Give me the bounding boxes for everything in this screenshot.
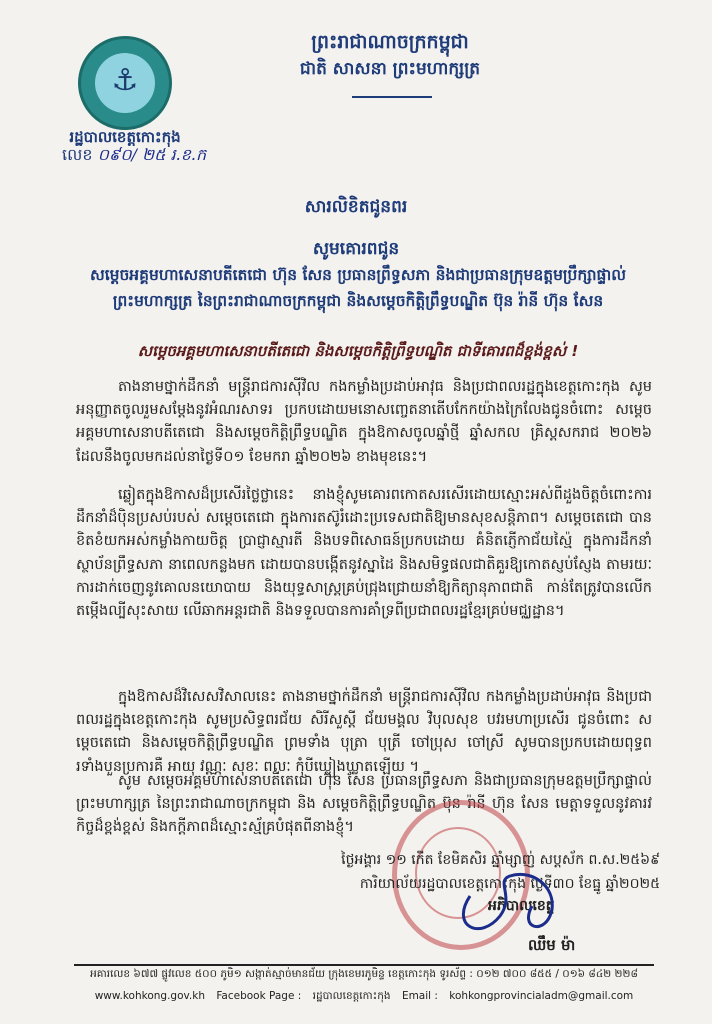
email-value[interactable]: kohkongprovincialadm@gmail.com [449, 990, 634, 1002]
reference-value: ០៩០/ ២៥ រ.ខ.ក [97, 145, 207, 164]
website-link[interactable]: www.kohkong.gov.kh [94, 990, 205, 1002]
reference-label: លេខ [62, 145, 93, 164]
footer-contacts [72, 990, 656, 1005]
letter-title: សារលិខិតជូនពរ [304, 197, 408, 217]
logo-emblem [95, 53, 155, 113]
office-name: រដ្ឋបាលខេត្តកោះកុង [69, 128, 181, 146]
signatory-name: ឈឹម ម៉ា [528, 936, 576, 954]
footer-divider [74, 964, 654, 966]
signatory-title: អភិបាលខេត្ត [488, 898, 555, 914]
body-paragraph-4: សូម សម្តេចអគ្គមហាសេនាបតីតេជោ ហ៊ុន សែន ប្រធានព្រឹទ្ធសភា និងជាប្រធានក្រុមឧត្តមប្រឹក្សាផ្ទាល់ព្រះមហាក្សត្រ នៃព្រះរាជាណាចក្រកម្ពុជា និង សម្តេចកិត្តិព្រឹទ្ធបណ្ឌិត ប៊ុន រ៉ានី ហ៊ុន សែន មេត្តាទទួលនូវគារវកិច្ចដ៏ខ្ពង់ខ្ពស់ និងកក្តីភាពដ៏ស្មោះស្ម័គ្របំផុតពីនាងខ្ញុំ។ [76, 773, 652, 836]
body-paragraph-3: ក្នុងឱកាសដ៏វិសេសវិសាលនេះ តាងនាមថ្នាក់ដឹកនាំ មន្ត្រីរាជការស៊ីវិល កងកម្លាំងប្រដាប់អាវុធ និងប្រជាពលរដ្ឋក្នុងខេត្តកោះកុង សូមប្រសិទ្ធពរជ័យ សិរីសួស្តី ជ័យមង្គល វិបុលសុខ បវរមហាប្រសើរ ជូនចំពោះ សម្តេចតេជោ និងសម្តេចកិត្តិព្រឹទ្ធបណ្ឌិត ព្រមទាំង បុត្រា បុត្រី ចៅប្រុស ចៅស្រី សូមបានប្រកបដោយពុទ្ធពរទាំងបួនប្រការគឺ អាយុ វណ្ណៈ សុខៈ ពលៈ កុំបីឃ្លៀងឃ្លាតឡើយ ។ [76, 689, 652, 775]
lunar-date: ថ្ងៃអង្គារ ១១ កើត ខែមិគសិរ ឆ្នាំម្សាញ់ សប្តស័ក ព.ស.២៥៦៩ [341, 852, 660, 868]
salutation: សម្តេចអគ្គមហាសេនាបតីតេជោ និងសម្តេចកិត្តិព្រឹទ្ធបណ្ឌិត ជាទីគោរពដ៏ខ្ពង់ខ្ពស់ ! [137, 342, 579, 360]
anchor-icon: ⚓ [111, 63, 139, 98]
body-paragraph-1: តាងនាមថ្នាក់ដឹកនាំ មន្ត្រីរាជការស៊ីវិល កងកម្លាំងប្រដាប់អាវុធ និងប្រជាពលរដ្ឋក្នុងខេត្តកោះកុង សូមអនុញ្ញាតចូលរួមសម្តែងនូវអំណរសាទរ ប្រកបដោយមនោសញ្ចេតនាតើបកែកយ៉ាងក្រៃលែងជូនចំពោះ សម្តេចអគ្គមហាសេនាបតីតេជោ និងសម្តេចកិត្តិព្រឹទ្ធបណ្ឌិត ក្នុងឱកាសចូលឆ្នាំថ្មី ឆ្នាំសកល គ្រិស្តសករាជ ២០២៦ ដែលនឹងចូលមកដល់នាថ្ងៃទី០១ ខែមករា ឆ្នាំ២០២៦ ខាងមុខនេះ។ [76, 379, 652, 465]
facebook-value[interactable]: រដ្ឋបាលខេត្តកោះកុង [312, 990, 391, 1002]
addressee-intro: សូមគោរពជូន [312, 239, 400, 259]
kingdom-heading: ព្រះរាជាណាចក្រកម្ពុជា [311, 31, 469, 53]
motto-divider [352, 86, 432, 98]
provincial-logo [78, 36, 172, 130]
reference-number [62, 144, 206, 168]
addressee: សម្តេចអគ្គមហាសេនាបតីតេជោ ហ៊ុន សែន ប្រធានព្រឹទ្ធសភា និងជាប្រធានក្រុមឧត្តមប្រឹក្សាផ្ទាល់ព្រះមហាក្សត្រ នៃព្រះរាជាណាចក្រកម្ពុជា និងសម្តេចកិត្តិព្រឹទ្ធបណ្ឌិត ប៊ុន រ៉ានី ហ៊ុន សែន [89, 266, 627, 310]
national-motto: ជាតិ សាសនា ព្រះមហាក្សត្រ [299, 59, 481, 79]
solar-date: ការិយាល័យរដ្ឋបាលខេត្តកោះកុង ថ្ងៃទី៣០ ខែធ្នូ ឆ្នាំ២០២៥ [359, 876, 660, 892]
body-paragraph-2: ឆ្លៀតក្នុងឱកាសដ៏ប្រសើរថ្លៃថ្លានេះ នាងខ្ញុំសូមគោរពកោតសរសើរដោយស្មោះអស់ពីដួងចិត្តចំពោះការដឹកនាំដ៏ប៉ិនប្រសប់របស់ សម្តេចតេជោ ក្នុងការតស៊ូរំដោះប្រទេសជាតិឱ្យមានសុខសន្តិភាព។ សម្តេចតេជោ បានខិតខំយកអស់កម្លាំងកាយចិត្ត ប្រាជ្ញាស្មារតី និងបទពិសោធន៍ប្រកបដោយ គំនិតភ្ញើកាជ័យស្ម៉ៃ ក្នុងការដឹកនាំស្ថាប័នព្រឹទ្ធសភា នាពេលកន្លងមក ដោយបានបង្កើតនូវស្នាដៃ និងសមិទ្ធផលជាតិគួរឱ្យកោតស្ញប់ស្ញែង តាមរយៈការដាក់ចេញនូវគោលនយោបាយ និងយុទ្ធសាស្ត្រគ្រប់ជ្រុងជ្រោយនាំឱ្យកិត្យានុភាពជាតិ កាន់តែត្រូវបានលើកតម្កើងល្បីសុះសាយ លើឆាកអន្តរជាតិ និងទទួលបានការគាំទ្រពីប្រជាពលរដ្ឋខ្មែរគ្រប់មជ្ឈដ្ឋាន។ [76, 487, 652, 620]
facebook-label: Facebook Page : [216, 990, 302, 1002]
footer-address: អគារលេខ ៦៧៧ ផ្លូវលេខ ៥០០ ភូមិ១ សង្កាត់ស្មាច់មានជ័យ ក្រុងខេមរភូមិន្ទ ខេត្តកោះកុង ទូរស័ព្ទ : ០១២ ៧០០ ៨៥៥ / ០១៦ ៨៤២ ២២៨ [90, 968, 638, 980]
email-label: Email : [401, 990, 438, 1002]
handwritten-signature [440, 836, 580, 946]
